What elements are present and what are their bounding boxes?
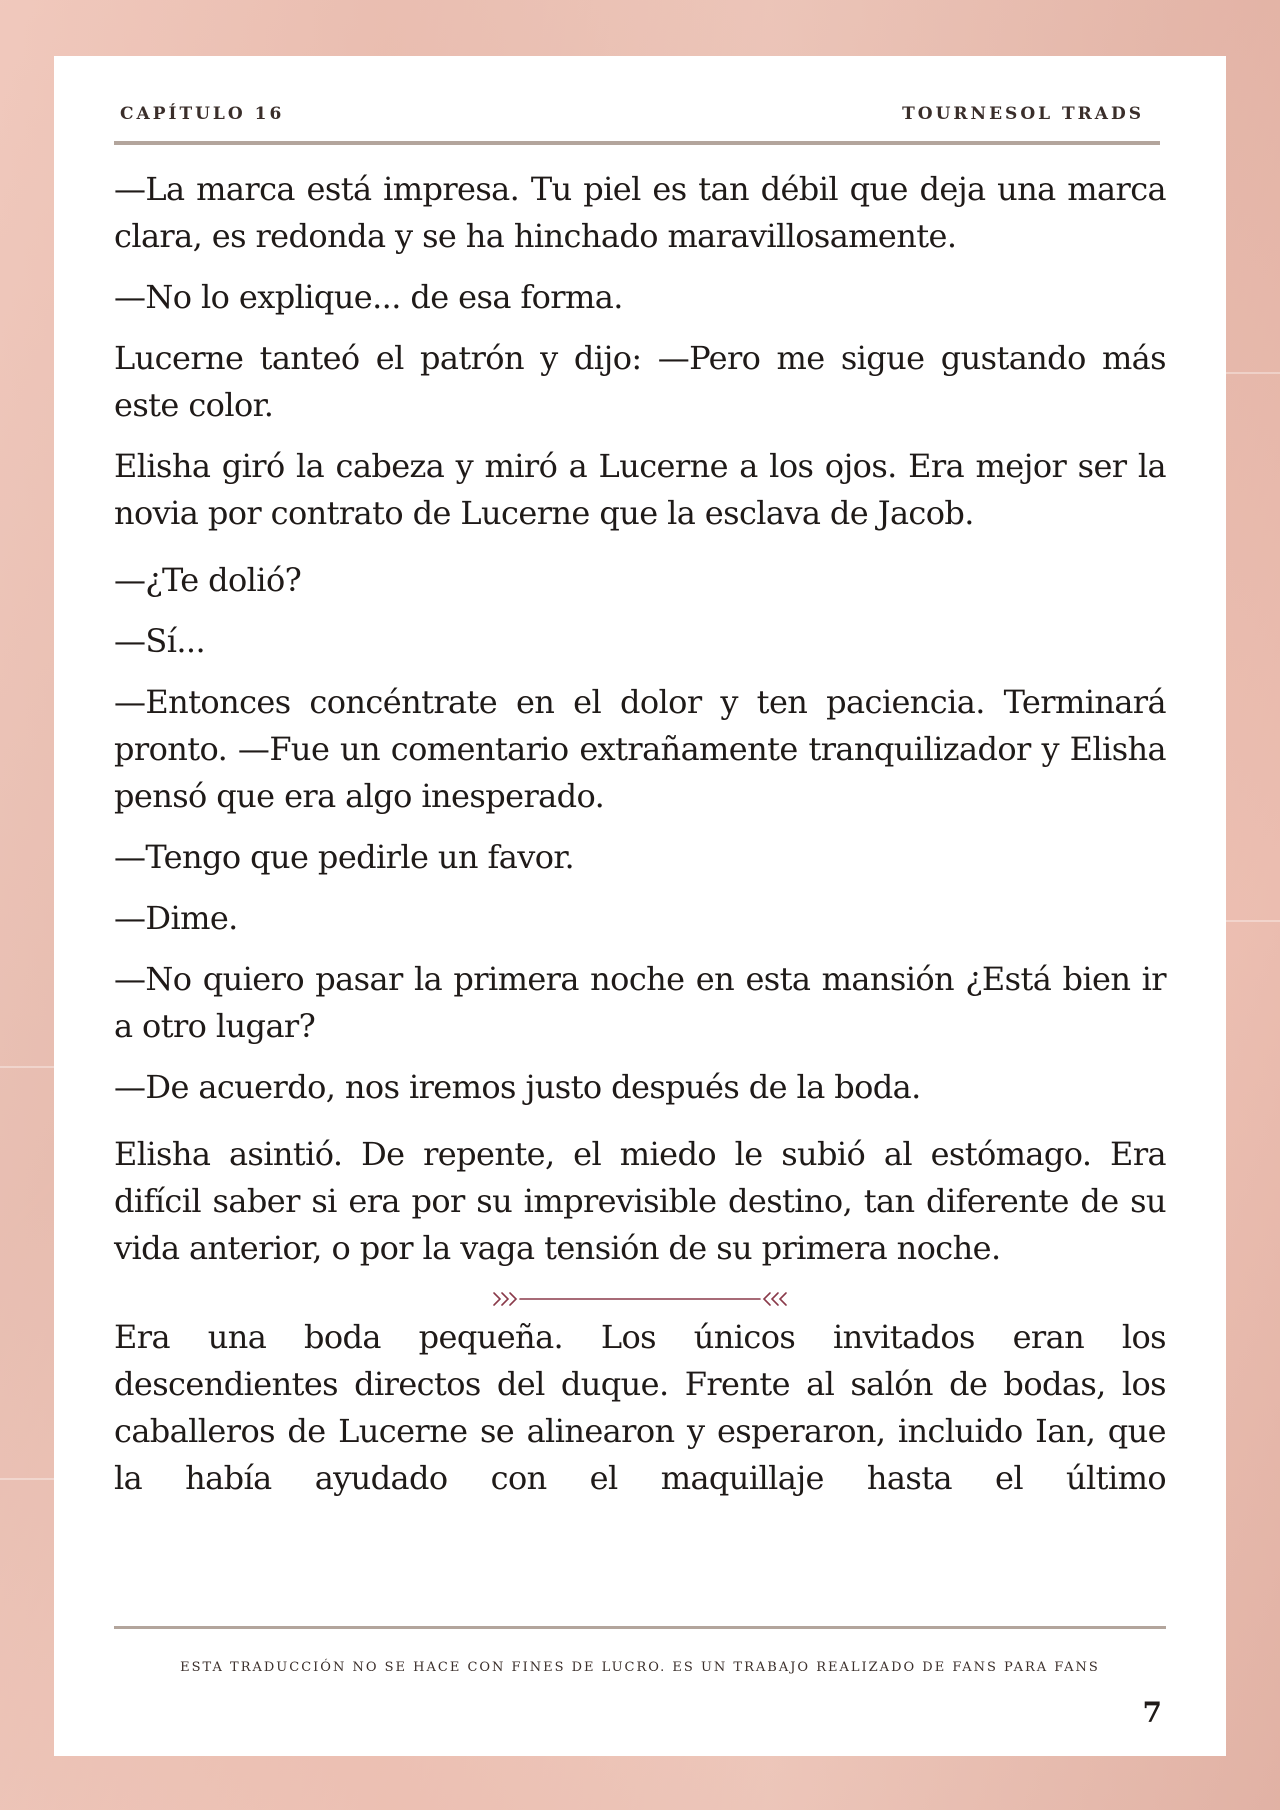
paragraph: —Entonces concéntrate en el dolor y ten paciencia. Terminará pronto. —Fue un comentario extrañamente tranquilizador y Elisha pensó que era algo inesperado. [114,683,1166,815]
paper-fold [1226,920,1280,922]
paragraph: —Sí... [114,622,206,660]
paragraph: Elisha giró la cabeza y miró a Lucerne a los ojos. Era mejor ser la novia por contrato de Lucerne que la esclava de Jacob. [114,447,1166,532]
paragraph: Era una boda pequeña. Los únicos invitados eran los descendientes directos del duque. Frente al salón de bodas, los caballeros de Lucerne se alinearon y esperaron, incluido Ian, que la había ayudado con el maquillaje hasta el último [114,1318,1166,1497]
paragraph: —No quiero pasar la primera noche en esta mansión ¿Está bien ir a otro lugar? [114,960,1166,1045]
page-header [120,104,1160,144]
page-body [114,166,1166,1516]
paper-fold [0,1066,54,1068]
paragraph: —De acuerdo, nos iremos justo después de la boda. [114,1068,921,1106]
header-divider [114,141,1160,145]
page-number: 7 [1142,1696,1162,1729]
ornament-divider-icon [490,1288,790,1310]
paper-fold [0,1478,54,1480]
paper-fold [1226,372,1280,374]
paragraph: Elisha asintió. De repente, el miedo le subió al estómago. Era difícil saber si era por su imprevisible destino, tan diferente de su vida anterior, o por la vaga tensión de su primera noche. [114,1135,1166,1267]
paragraph: —¿Te dolió? [114,561,302,599]
translator-group-label: TOURNESOL TRADS [902,104,1144,124]
disclaimer-note: ESTA TRADUCCIÓN NO SE HACE CON FINES DE LUCRO. ES UN TRABAJO REALIZADO DE FANS PARA FANS [180,1660,1100,1675]
paragraph: Lucerne tanteó el patrón y dijo: —Pero me sigue gustando más este color. [114,339,1166,424]
paragraph: —Tengo que pedirle un favor. [114,838,575,876]
paragraph: —No lo explique... de esa forma. [114,278,623,316]
chapter-label: CAPÍTULO 16 [120,104,285,124]
paragraph: —Dime. [114,899,238,937]
footer-divider [114,1626,1166,1629]
book-page [54,56,1226,1756]
paragraph: —La marca está impresa. Tu piel es tan débil que deja una marca clara, es redonda y se ha hinchado maravillosamente. [114,170,1166,255]
